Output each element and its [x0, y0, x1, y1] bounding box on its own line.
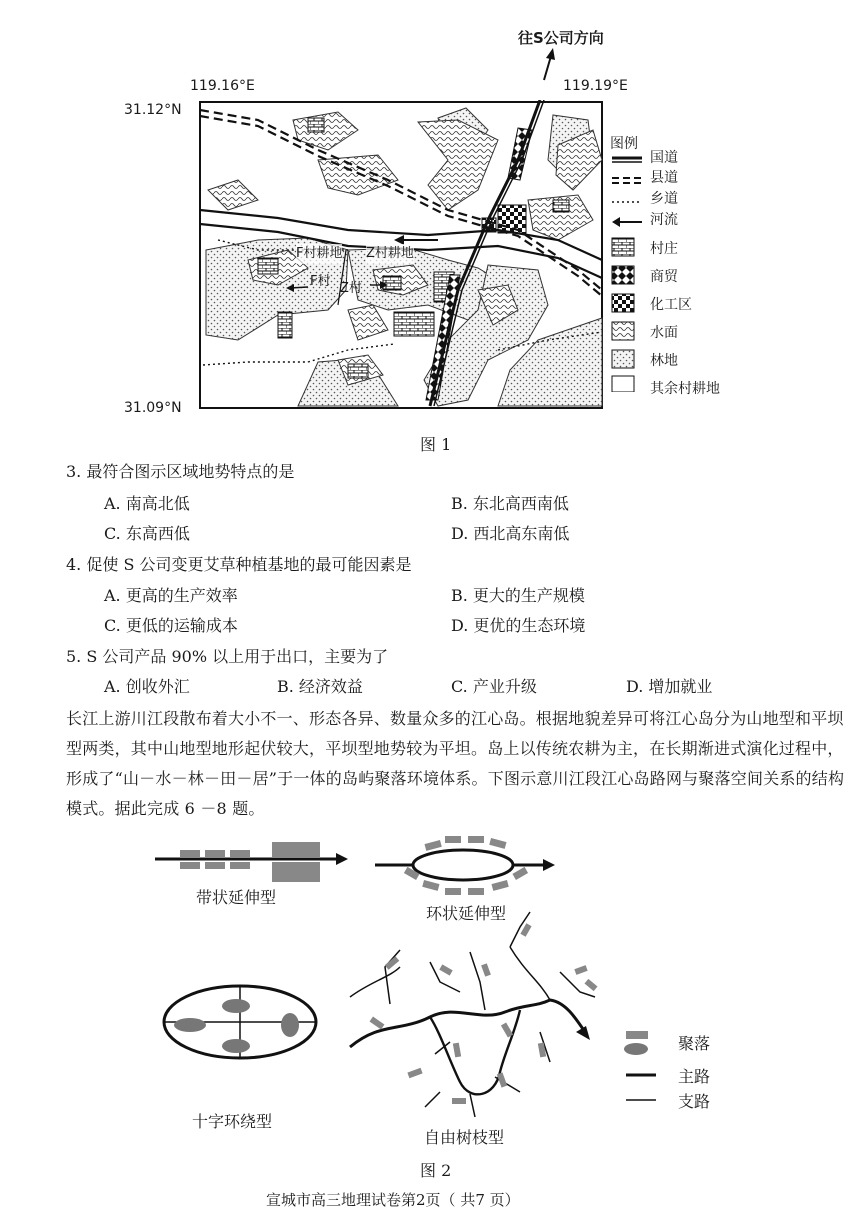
north-arrow-icon: [536, 48, 558, 82]
pattern-ring-label: 环状延伸型: [426, 904, 507, 923]
question-5-option-d: D. 增加就业: [626, 677, 713, 696]
legend-main-road: 主路: [678, 1067, 711, 1086]
longitude-right-label: 119.19°E: [563, 78, 628, 94]
legend-branch-road: 支路: [678, 1092, 711, 1111]
direction-label: 往S公司方向: [518, 29, 604, 47]
legend-settlement: 聚落: [678, 1034, 711, 1053]
figure2-diagram: [140, 832, 740, 1147]
page-footer: 宣城市高三地理试卷第2页（ 共7 页）: [266, 1191, 520, 1209]
figure1-legend: [610, 134, 760, 397]
longitude-left-label: 119.16°E: [190, 78, 255, 94]
question-5-option-b: B. 经济效益: [277, 677, 363, 696]
passage-text: 长江上游川江段散布着大小不一、形态各异、数量众多的江心岛。根据地貌差异可将江心岛分为山地型和平坝型两类，其中山地型地形起伏较大，平坝型地势较为平坦。岛上以传统农耕为主，在长期渐进式演化过程中，形成了“山－水－林－田－居”于一体的岛屿聚落环境体系。下图示意川江段江心岛路网与聚落空间关系的结构模式。据此完成 6 －8 题。: [66, 709, 845, 818]
question-4-option-b: B. 更大的生产规模: [451, 586, 585, 605]
legend-rural-road: 乡道: [650, 191, 678, 207]
question-4-stem: 4. 促使 S 公司变更艾草种植基地的最可能因素是: [66, 555, 412, 574]
question-4-option-a: A. 更高的生产效率: [104, 586, 238, 605]
figure2-caption: 图 2: [420, 1161, 452, 1180]
z-village-label: Z村: [340, 281, 362, 296]
pattern-cross-label: 十字环绕型: [192, 1112, 273, 1131]
question-3-option-d: D. 西北高东南低: [451, 524, 570, 543]
legend-chemical-zone: 化工区: [650, 297, 692, 313]
legend-trade: 商贸: [650, 269, 678, 285]
f-village-label: F村: [310, 274, 331, 289]
z-village-farmland-label: Z村耕地: [366, 244, 414, 264]
legend-river: 河流: [650, 212, 678, 228]
f-village-farmland-label: F村耕地: [296, 244, 342, 264]
legend-county-road: 县道: [650, 170, 678, 186]
legend-village: 村庄: [650, 241, 678, 257]
legend-water: 水面: [650, 325, 678, 341]
question-3-option-b: B. 东北高西南低: [451, 494, 569, 513]
pattern-dendritic-label: 自由树枝型: [424, 1128, 505, 1147]
question-4-option-d: D. 更优的生态环境: [451, 616, 586, 635]
question-5-stem: 5. S 公司产品 90% 以上用于出口，主要为了: [66, 647, 389, 666]
question-3-option-c: C. 东高西低: [104, 524, 190, 543]
legend-national-road: 国道: [650, 150, 678, 166]
question-5-option-a: A. 创收外汇: [104, 677, 190, 696]
question-5-option-c: C. 产业升级: [451, 677, 537, 696]
latitude-top-label: 31.12°N: [124, 102, 182, 118]
figure1-caption: 图 1: [420, 435, 452, 454]
question-4-option-c: C. 更低的运输成本: [104, 616, 238, 635]
question-3-stem: 3. 最符合图示区域地势特点的是: [66, 462, 295, 481]
pattern-strip-label: 带状延伸型: [196, 888, 277, 907]
legend-title: 图例: [610, 136, 638, 152]
legend-symbols: [610, 152, 650, 392]
legend-forest: 林地: [650, 353, 678, 369]
legend-other-farmland: 其余村耕地: [650, 381, 720, 397]
latitude-bottom-label: 31.09°N: [124, 400, 182, 416]
question-3-option-a: A. 南高北低: [104, 494, 190, 513]
